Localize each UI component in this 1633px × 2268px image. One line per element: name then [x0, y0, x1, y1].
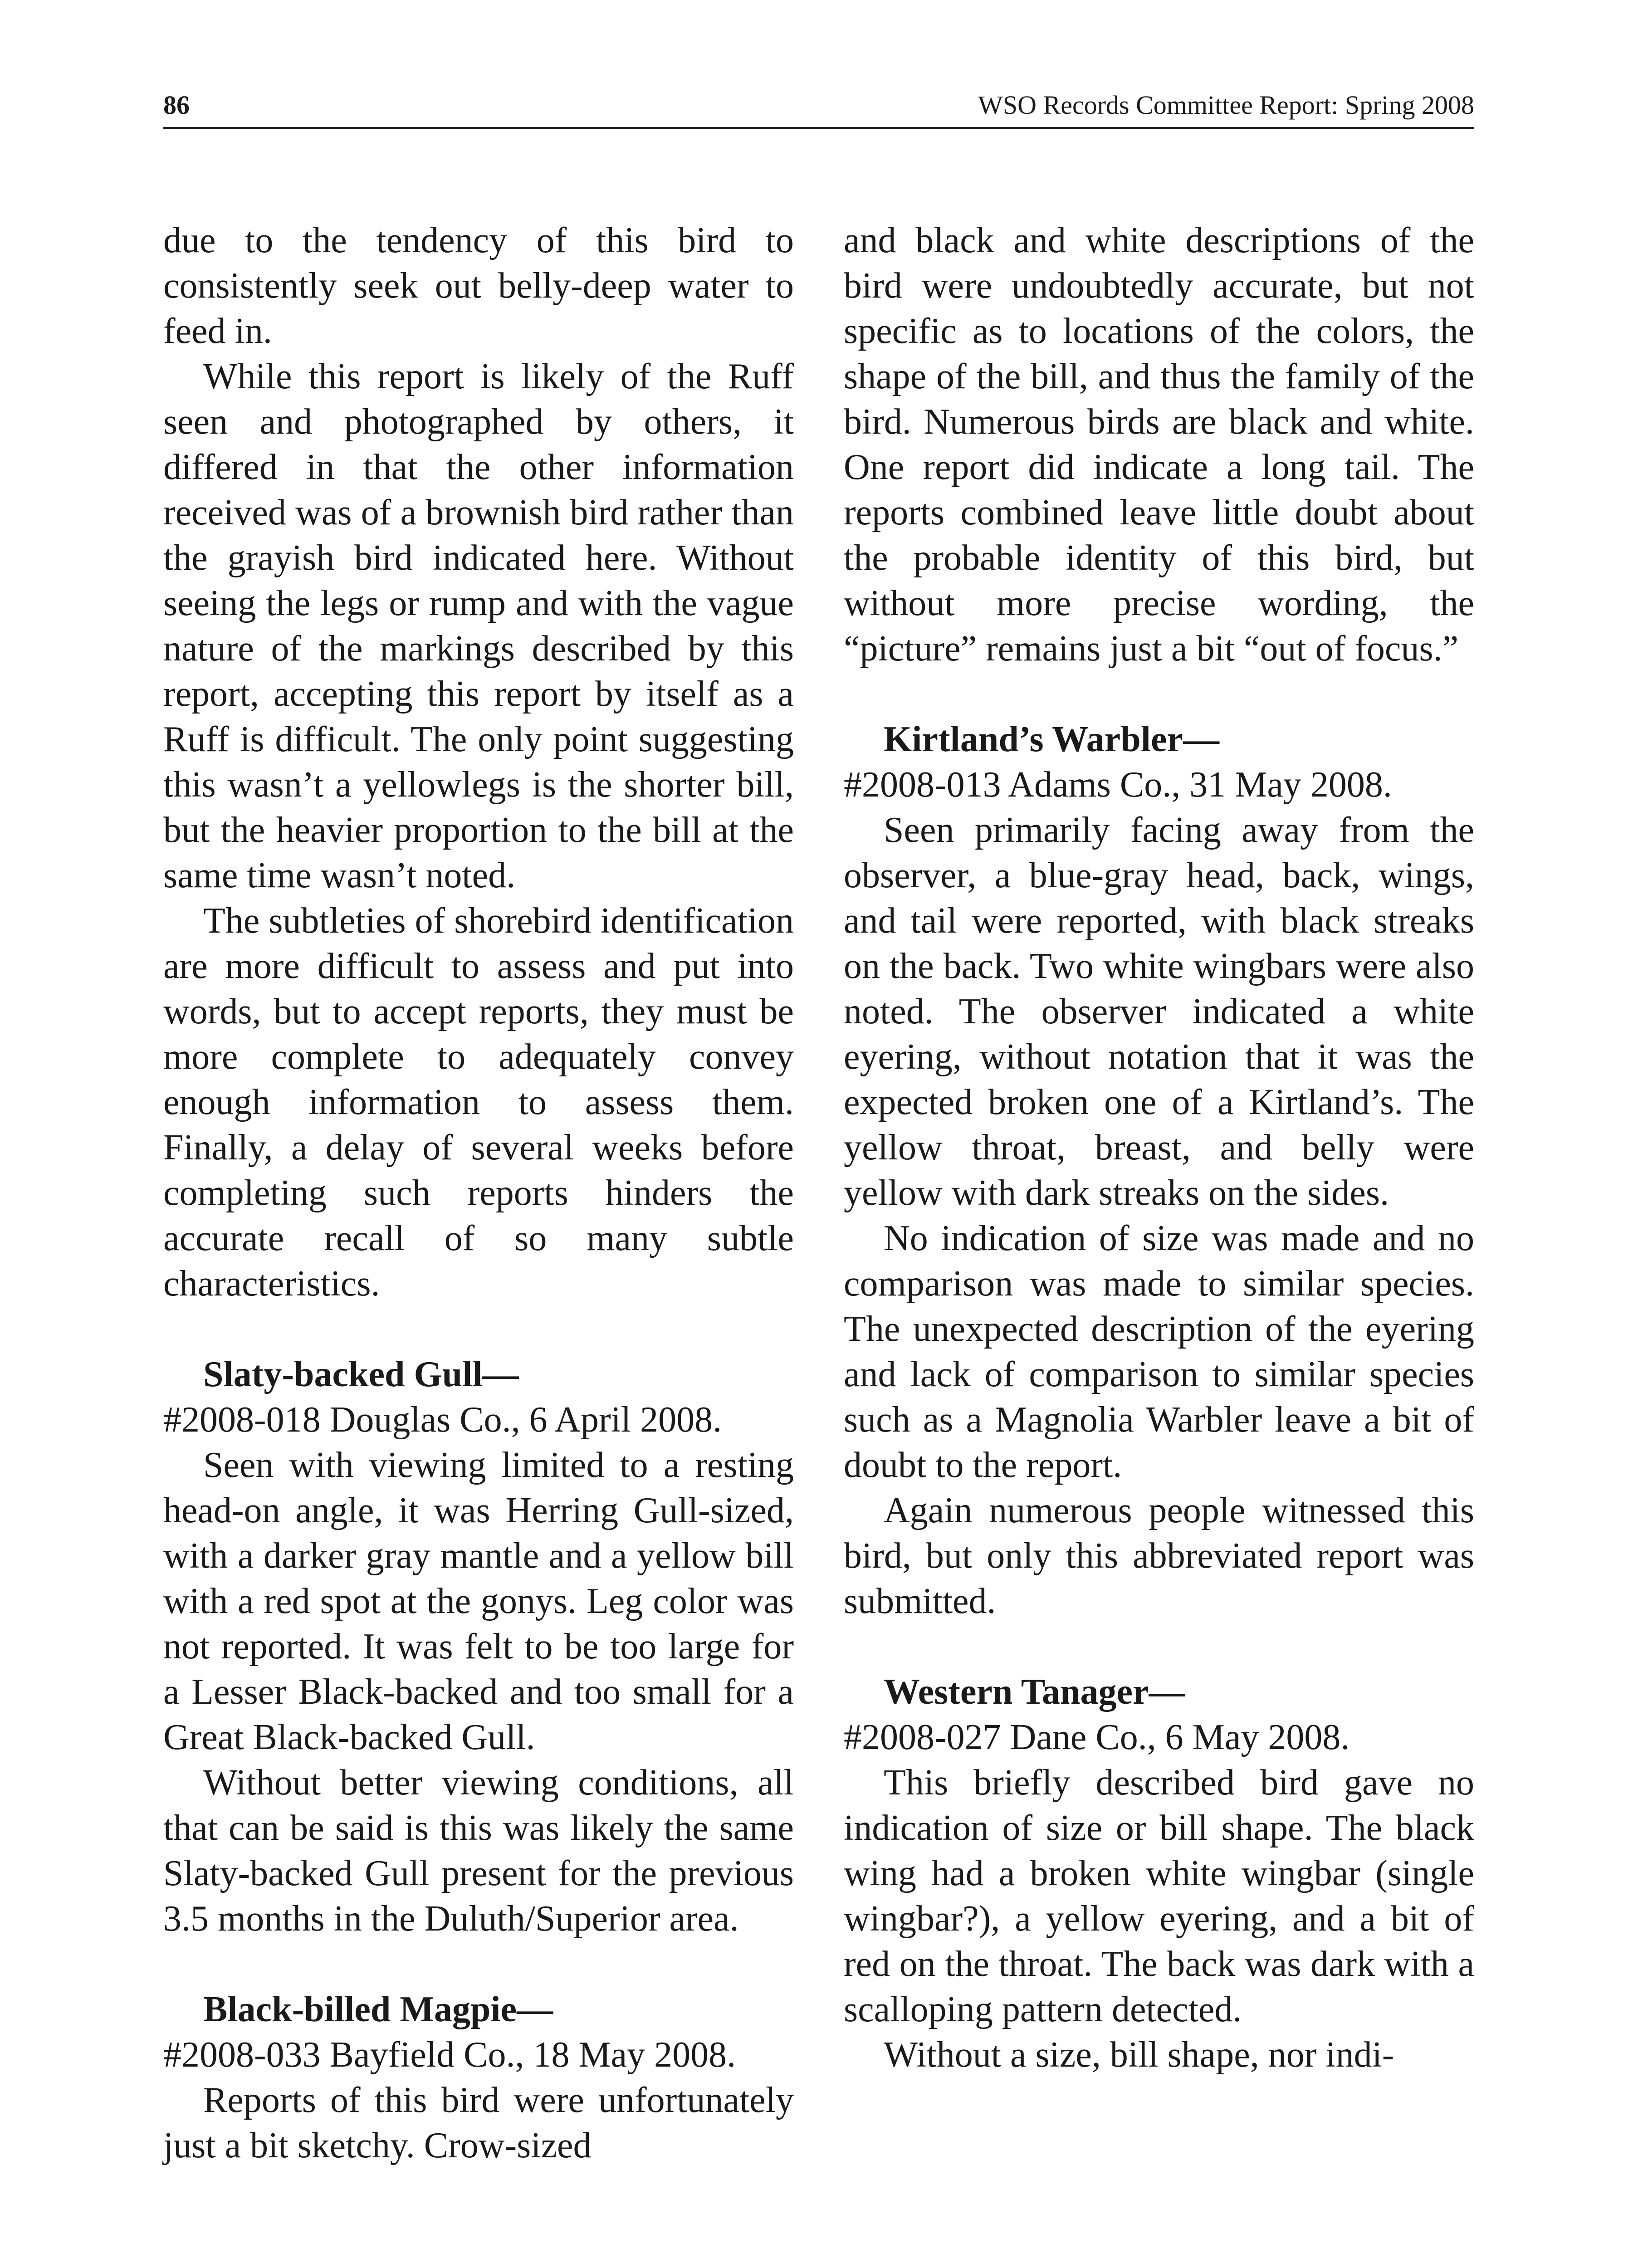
right-column: [844, 218, 1474, 2077]
species-heading-slaty-backed-gull: Slaty-backed Gull—: [203, 1354, 519, 1394]
magpie-paragraph-1: Reports of this bird were unfortunately just a bit sketchy. Crow-sized: [163, 2080, 794, 2165]
running-title: WSO Records Committee Report: Spring 2008: [978, 90, 1474, 120]
ruff-paragraph-continued: due to the tendency of this bird to consistently seek out belly-deep water to feed in.: [163, 220, 794, 351]
tanager-paragraph-1: This briefly described bird gave no indication of size or bill shape. The black wing had a broken white wingbar (single wingbar?), a yellow eyering, and a bit of red on the throat. The back was dark with a scalloping pattern detected.: [844, 1763, 1474, 2029]
page-number: 86: [163, 90, 190, 120]
ruff-paragraph-3: The subtleties of shorebird identification are more difficult to assess and put into words, but to accept reports, they must be more complete to adequately convey enough information to assess them. Finally, a delay of several weeks before completing such reports hinders the accurate recall of so many subtle characteristics.: [163, 901, 794, 1304]
record-line-gull: #2008-018 Douglas Co., 6 April 2008.: [163, 1400, 722, 1440]
section-gap: [844, 671, 1474, 717]
left-column: [163, 218, 794, 2168]
tanager-paragraph-2: Without a size, bill shape, nor indi-: [884, 2035, 1394, 2075]
gull-paragraph-1: Seen with viewing limited to a resting head-on angle, it was Herring Gull-sized, with a darker gray mantle and a yellow bill with a red spot at the gonys. Leg color was not reported. It was felt to be too large for a Lesser Black-backed and too small for a Great Black-backed Gull.: [163, 1445, 794, 1757]
warbler-paragraph-3: Again numerous people witnessed this bird, but only this abbreviated report was submitted.: [844, 1491, 1474, 1621]
record-line-tanager: #2008-027 Dane Co., 6 May 2008.: [844, 1717, 1350, 1757]
warbler-paragraph-2: No indication of size was made and no comparison was made to similar species. The unexpected description of the eyering and lack of comparison to similar species such as a Magnolia Warbler leave a bit of doubt to the report.: [844, 1218, 1474, 1485]
section-gap: [844, 1624, 1474, 1669]
record-line-magpie: #2008-033 Bayfield Co., 18 May 2008.: [163, 2035, 736, 2075]
page-header: [163, 86, 1474, 129]
record-line-warbler: #2008-013 Adams Co., 31 May 2008.: [844, 765, 1392, 805]
magpie-paragraph-continued: and black and white descriptions of the bird were undoubtedly accurate, but not specific as to locations of the colors, the shape of the bill, and thus the family of the bird. Numerous birds are black and white. One report did indicate a long tail. The reports combined leave little doubt about the probable identity of this bird, but without more precise wording, the “picture” remains just a bit “out of focus.”: [844, 220, 1474, 669]
ruff-paragraph-2: While this report is likely of the Ruff seen and photographed by others, it differed in that the other information received was of a brownish bird rather than the grayish bird indicated here. Without seeing the legs or rump and with the vague nature of the markings described by this report, accepting this report by itself as a Ruff is difficult. The only point suggesting this wasn’t a yellowlegs is the shorter bill, but the heavier proportion to the bill at the same time wasn’t noted.: [163, 357, 794, 895]
section-gap: [163, 1306, 794, 1352]
species-heading-black-billed-magpie: Black-billed Magpie—: [203, 1989, 553, 2029]
warbler-paragraph-1: Seen primarily facing away from the observer, a blue-gray head, back, wings, and tail were reported, with black streaks on the back. Two white wingbars were also noted. The observer indicated a white eyering, without notation that it was the expected broken one of a Kirtland’s. The yellow throat, breast, and belly were yellow with dark streaks on the sides.: [844, 810, 1474, 1213]
species-heading-kirtlands-warbler: Kirtland’s Warbler—: [884, 719, 1219, 759]
species-heading-western-tanager: Western Tanager—: [884, 1672, 1185, 1712]
section-gap: [163, 1941, 794, 1987]
gull-paragraph-2: Without better viewing conditions, all that can be said is this was likely the same Slaty-backed Gull present for the previous 3.5 months in the Duluth/Superior area.: [163, 1763, 794, 1939]
